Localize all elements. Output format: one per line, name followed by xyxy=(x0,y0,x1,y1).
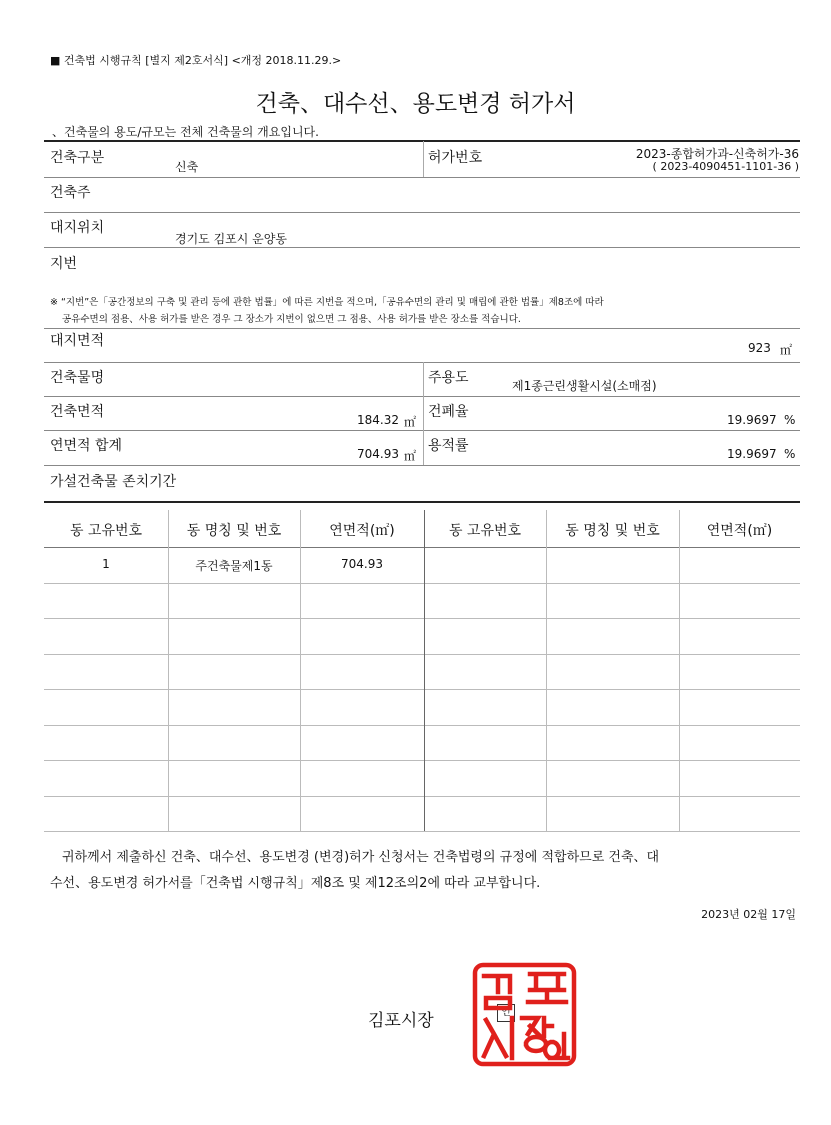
coverage-unit: % xyxy=(784,413,796,427)
lot-label: 지번 xyxy=(50,256,78,272)
table-row-rule xyxy=(44,831,800,832)
table-header-cell: 동 고유번호 xyxy=(448,523,522,539)
site-area-label: 대지면적 xyxy=(50,333,105,349)
page-title: 건축、대수선、용도변경 허가서 xyxy=(255,91,576,117)
table-col-rule xyxy=(679,510,680,831)
table-col-rule xyxy=(546,510,547,831)
table-row-rule xyxy=(44,618,800,619)
permit-no-sub: ( 2023-4090451-1101-36 ) xyxy=(652,160,799,173)
table-cell: 1 xyxy=(102,557,110,571)
rule xyxy=(44,328,800,329)
table-header-cell: 연면적(㎡) xyxy=(706,523,773,539)
statement-line1: 귀하께서 제출하신 건축、대수선、용도변경 (변경)허가 신청서는 건축법령의 규정에 적합하므로 건축、대 xyxy=(62,850,660,865)
owner-label: 건축주 xyxy=(50,185,91,201)
table-row-rule xyxy=(44,689,800,690)
total-floor-unit: ㎡ xyxy=(404,449,417,463)
table-cell: 주건축물제1동 xyxy=(195,559,273,573)
overview-note: 、건축물의 용도/규모는 전체 건축물의 개요입니다. xyxy=(52,125,319,139)
total-floor-label: 연면적 합계 xyxy=(50,438,123,454)
permit-no-value: 2023-종합허가과-신축허가-36 xyxy=(635,147,799,161)
coverage-label: 건폐율 xyxy=(428,404,469,420)
table-row-rule xyxy=(44,725,800,726)
site-location-value: 경기도 김포시 운양동 xyxy=(175,232,287,246)
rule xyxy=(44,362,800,363)
lot-note-line1: ※ “지번”은「공간정보의 구축 및 관리 등에 관한 법률」에 따른 지번을 적으며,「공유수면의 관리 및 매립에 관한 법률」제8조에 따라 xyxy=(50,297,604,308)
building-class-value: 신축 xyxy=(175,160,199,174)
table-cell: 704.93 xyxy=(341,557,383,571)
far-value: 19.9697 xyxy=(727,447,777,461)
rule xyxy=(44,212,800,213)
far-unit: % xyxy=(784,447,796,461)
rule xyxy=(44,247,800,248)
official-seal xyxy=(472,962,577,1067)
coverage-value: 19.9697 xyxy=(727,413,777,427)
building-name-label: 건축물명 xyxy=(50,370,105,386)
building-area-unit: ㎡ xyxy=(404,415,417,429)
table-header-cell: 동 고유번호 xyxy=(69,523,143,539)
rule xyxy=(44,465,800,466)
top-rule xyxy=(44,140,800,142)
table-header-cell: 동 명칭 및 번호 xyxy=(565,523,660,539)
far-label: 용적률 xyxy=(428,438,469,454)
lot-note-line2: 공유수면의 점용、사용 허가를 받은 경우 그 장소가 지번이 없으면 그 점용、사용 허가를 받은 장소를 적습니다. xyxy=(62,314,521,325)
column-divider xyxy=(423,141,424,177)
rule xyxy=(44,430,800,431)
table-header-cell: 동 명칭 및 번호 xyxy=(186,523,282,539)
table-row-rule xyxy=(44,760,800,761)
section-rule xyxy=(44,501,800,503)
site-location-label: 대지위치 xyxy=(50,220,105,236)
table-header-cell: 연면적(㎡) xyxy=(329,523,395,539)
issue-date: 2023년 02월 17일 xyxy=(701,908,796,921)
site-area-value: 923 xyxy=(748,341,771,355)
main-use-label: 주용도 xyxy=(428,370,469,386)
permit-no-label: 허가번호 xyxy=(428,150,483,166)
building-area-label: 건축면적 xyxy=(50,404,105,420)
table-row-rule xyxy=(44,654,800,655)
table-col-rule xyxy=(424,510,425,831)
table-header-rule xyxy=(44,547,800,548)
building-area-value: 184.32 xyxy=(357,413,399,427)
rule xyxy=(44,396,800,397)
form-header: ■ 건축법 시행규칙 [별지 제2호서식] <개정 2018.11.29.> xyxy=(50,54,342,67)
main-use-value: 제1종근린생활시설(소매점) xyxy=(512,379,657,393)
seal-mark: 인 xyxy=(497,1004,515,1022)
total-floor-value: 704.93 xyxy=(357,447,399,461)
issuer-name: 김포시장 xyxy=(368,1011,434,1031)
table-row-rule xyxy=(44,583,800,584)
table-row-rule xyxy=(44,796,800,797)
temp-period-label: 가설건축물 존치기간 xyxy=(50,474,177,490)
site-area-unit: ㎡ xyxy=(780,343,793,357)
statement-line2: 수선、용도변경 허가서를「건축법 시행규칙」제8조 및 제12조의2에 따라 교부합니다. xyxy=(50,876,541,891)
rule xyxy=(44,177,800,178)
building-class-label: 건축구분 xyxy=(50,150,105,166)
column-divider xyxy=(423,362,424,465)
